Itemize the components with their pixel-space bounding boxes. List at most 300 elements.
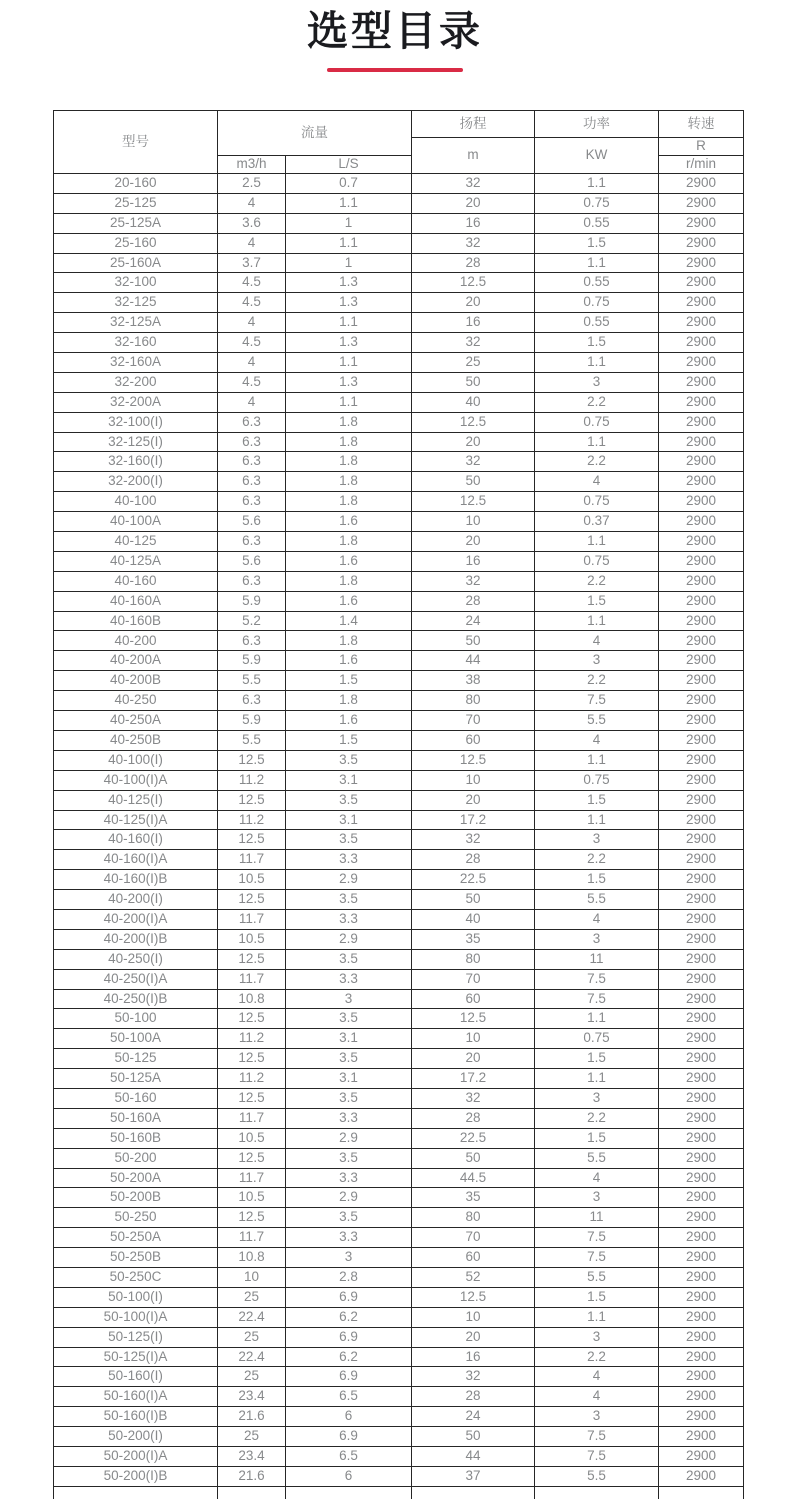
model-cell: 32-125A (54, 313, 218, 333)
table-row (54, 412, 744, 432)
power-kw-cell: 1.1 (535, 810, 659, 830)
flow-m3h-cell: 5.9 (218, 591, 286, 611)
flow-ls-cell: 1.8 (286, 691, 412, 711)
flow-m3h-cell: 5.6 (218, 551, 286, 571)
flow-m3h-cell: 25 (218, 1427, 286, 1447)
flow-ls-cell: 1.6 (286, 551, 412, 571)
model-cell: 32-160A (54, 353, 218, 373)
head-m-cell (412, 1486, 535, 1499)
header-model: 型号 (54, 111, 218, 174)
table-row (54, 929, 744, 949)
model-cell: 40-160A (54, 591, 218, 611)
table-row (54, 1347, 744, 1367)
flow-ls-cell: 3.1 (286, 1029, 412, 1049)
model-cell: 50-125(I) (54, 1327, 218, 1347)
power-kw-cell: 1.1 (535, 750, 659, 770)
speed-rpm-cell: 2900 (659, 1148, 744, 1168)
model-cell: 50-250A (54, 1228, 218, 1248)
flow-m3h-cell (218, 1486, 286, 1499)
model-cell: 50-125(I)A (54, 1347, 218, 1367)
speed-rpm-cell: 2900 (659, 1228, 744, 1248)
power-kw-cell: 7.5 (535, 1228, 659, 1248)
power-kw-cell: 1.1 (535, 432, 659, 452)
flow-m3h-cell: 10.5 (218, 1128, 286, 1148)
head-m-cell: 50 (412, 372, 535, 392)
flow-ls-cell: 3.3 (286, 1168, 412, 1188)
model-cell: 50-160 (54, 1088, 218, 1108)
flow-m3h-cell: 25 (218, 1287, 286, 1307)
power-kw-cell: 1.5 (535, 333, 659, 353)
model-cell: 25-160A (54, 253, 218, 273)
flow-m3h-cell: 10.5 (218, 929, 286, 949)
power-kw-cell: 3 (535, 830, 659, 850)
model-cell: 32-125(I) (54, 432, 218, 452)
flow-m3h-cell: 5.9 (218, 711, 286, 731)
table-row (54, 890, 744, 910)
speed-rpm-cell: 2900 (659, 1069, 744, 1089)
power-kw-cell: 5.5 (535, 1148, 659, 1168)
model-cell: 32-100 (54, 273, 218, 293)
flow-ls-cell: 6.2 (286, 1347, 412, 1367)
speed-rpm-cell: 2900 (659, 909, 744, 929)
speed-rpm-cell: 2900 (659, 1307, 744, 1327)
power-kw-cell: 2.2 (535, 671, 659, 691)
table-header (54, 111, 744, 174)
model-cell: 32-160 (54, 333, 218, 353)
speed-rpm-cell: 2900 (659, 1466, 744, 1486)
flow-m3h-cell: 2.5 (218, 174, 286, 194)
flow-ls-cell: 3.3 (286, 850, 412, 870)
head-m-cell: 25 (412, 353, 535, 373)
head-m-cell: 32 (412, 233, 535, 253)
speed-rpm-cell: 2900 (659, 1188, 744, 1208)
model-cell: 50-200(I)A (54, 1447, 218, 1467)
speed-rpm-cell: 2900 (659, 1327, 744, 1347)
flow-m3h-cell: 11.7 (218, 969, 286, 989)
flow-m3h-cell: 6.3 (218, 492, 286, 512)
model-cell: 40-125A (54, 551, 218, 571)
flow-m3h-cell: 23.4 (218, 1387, 286, 1407)
flow-m3h-cell: 22.4 (218, 1307, 286, 1327)
model-cell: 40-100(I) (54, 750, 218, 770)
table-row (54, 432, 744, 452)
model-cell: 25-160 (54, 233, 218, 253)
speed-rpm-cell: 2900 (659, 313, 744, 333)
power-kw-cell: 2.2 (535, 452, 659, 472)
head-m-cell: 50 (412, 631, 535, 651)
table-row (54, 492, 744, 512)
table-row (54, 730, 744, 750)
table-row (54, 193, 744, 213)
model-cell: 50-100(I) (54, 1287, 218, 1307)
flow-ls-cell: 1.3 (286, 372, 412, 392)
head-m-cell: 60 (412, 730, 535, 750)
speed-rpm-cell: 2900 (659, 193, 744, 213)
speed-rpm-cell: 2900 (659, 1267, 744, 1287)
speed-rpm-cell: 2900 (659, 1387, 744, 1407)
flow-m3h-cell: 23.4 (218, 1447, 286, 1467)
head-m-cell: 28 (412, 253, 535, 273)
flow-ls-cell: 1.3 (286, 293, 412, 313)
table-row (54, 392, 744, 412)
table-row (54, 1407, 744, 1427)
model-cell: 40-200A (54, 651, 218, 671)
speed-rpm-cell: 2900 (659, 949, 744, 969)
power-kw-cell: 3 (535, 372, 659, 392)
flow-ls-cell: 6.9 (286, 1287, 412, 1307)
power-kw-cell: 0.75 (535, 412, 659, 432)
speed-rpm-cell: 2900 (659, 174, 744, 194)
head-m-cell: 44 (412, 651, 535, 671)
power-kw-cell: 2.2 (535, 1108, 659, 1128)
speed-rpm-cell: 2900 (659, 750, 744, 770)
model-cell: 50-125A (54, 1069, 218, 1089)
table-row (54, 293, 744, 313)
flow-ls-cell: 2.8 (286, 1267, 412, 1287)
speed-rpm-cell: 2900 (659, 1168, 744, 1188)
speed-rpm-cell: 2900 (659, 432, 744, 452)
head-m-cell: 20 (412, 193, 535, 213)
model-cell: 32-200A (54, 392, 218, 412)
speed-rpm-cell: 2900 (659, 1128, 744, 1148)
flow-ls-cell: 3 (286, 989, 412, 1009)
flow-m3h-cell: 12.5 (218, 830, 286, 850)
flow-ls-cell: 3.5 (286, 830, 412, 850)
flow-ls-cell: 1.8 (286, 412, 412, 432)
flow-m3h-cell: 11.7 (218, 1228, 286, 1248)
flow-m3h-cell: 10 (218, 1267, 286, 1287)
flow-m3h-cell: 6.3 (218, 691, 286, 711)
power-kw-cell: 3 (535, 651, 659, 671)
power-kw-cell: 4 (535, 730, 659, 750)
model-cell: 50-160(I)B (54, 1407, 218, 1427)
flow-ls-cell: 3.5 (286, 1009, 412, 1029)
head-m-cell: 20 (412, 1049, 535, 1069)
table-row (54, 909, 744, 929)
table-row (54, 1108, 744, 1128)
head-m-cell: 60 (412, 989, 535, 1009)
table-row (54, 1228, 744, 1248)
speed-rpm-cell: 2900 (659, 293, 744, 313)
head-m-cell: 17.2 (412, 810, 535, 830)
flow-m3h-cell: 6.3 (218, 631, 286, 651)
table-row-partial (54, 1486, 744, 1499)
head-m-cell: 22.5 (412, 1128, 535, 1148)
speed-rpm-cell: 2900 (659, 1447, 744, 1467)
head-m-cell: 32 (412, 571, 535, 591)
flow-ls-cell: 1.1 (286, 353, 412, 373)
head-m-cell: 20 (412, 1327, 535, 1347)
speed-rpm-cell: 2900 (659, 830, 744, 850)
head-m-cell: 10 (412, 1307, 535, 1327)
power-kw-cell: 7.5 (535, 1427, 659, 1447)
header-flow-ls: L/S (286, 156, 412, 174)
speed-rpm-cell: 2900 (659, 730, 744, 750)
flow-m3h-cell: 11.2 (218, 1029, 286, 1049)
speed-rpm-cell: 2900 (659, 671, 744, 691)
flow-ls-cell: 3.1 (286, 810, 412, 830)
head-m-cell: 60 (412, 1248, 535, 1268)
speed-rpm-cell: 2900 (659, 1088, 744, 1108)
speed-rpm-cell: 2900 (659, 372, 744, 392)
speed-rpm-cell: 2900 (659, 770, 744, 790)
head-m-cell: 12.5 (412, 750, 535, 770)
model-cell: 32-100(I) (54, 412, 218, 432)
head-m-cell: 70 (412, 969, 535, 989)
table-row (54, 571, 744, 591)
table-row (54, 711, 744, 731)
power-kw-cell: 0.75 (535, 492, 659, 512)
flow-ls-cell (286, 1486, 412, 1499)
speed-rpm-cell: 2900 (659, 551, 744, 571)
flow-ls-cell: 1.8 (286, 571, 412, 591)
header-head-unit: m (412, 138, 535, 174)
table-row (54, 253, 744, 273)
table-row (54, 1088, 744, 1108)
table-row (54, 353, 744, 373)
model-cell: 50-200B (54, 1188, 218, 1208)
power-kw-cell: 1.1 (535, 611, 659, 631)
model-cell: 40-250A (54, 711, 218, 731)
power-kw-cell: 4 (535, 1387, 659, 1407)
speed-rpm-cell: 2900 (659, 1407, 744, 1427)
table-row (54, 1128, 744, 1148)
flow-m3h-cell: 12.5 (218, 1049, 286, 1069)
power-kw-cell: 7.5 (535, 989, 659, 1009)
power-kw-cell (535, 1486, 659, 1499)
flow-m3h-cell: 3.7 (218, 253, 286, 273)
flow-ls-cell: 1 (286, 213, 412, 233)
head-m-cell: 50 (412, 472, 535, 492)
flow-ls-cell: 1.6 (286, 512, 412, 532)
head-m-cell: 32 (412, 452, 535, 472)
flow-ls-cell: 3.5 (286, 1148, 412, 1168)
model-cell: 40-250(I) (54, 949, 218, 969)
speed-rpm-cell: 2900 (659, 790, 744, 810)
flow-ls-cell: 3.3 (286, 1108, 412, 1128)
speed-rpm-cell: 2900 (659, 492, 744, 512)
model-cell: 32-200(I) (54, 472, 218, 492)
speed-rpm-cell: 2900 (659, 472, 744, 492)
flow-m3h-cell: 12.5 (218, 1208, 286, 1228)
head-m-cell: 16 (412, 313, 535, 333)
power-kw-cell: 4 (535, 909, 659, 929)
speed-rpm-cell: 2900 (659, 253, 744, 273)
flow-m3h-cell: 6.3 (218, 571, 286, 591)
speed-rpm-cell: 2900 (659, 969, 744, 989)
flow-m3h-cell: 5.6 (218, 512, 286, 532)
flow-ls-cell: 6.9 (286, 1327, 412, 1347)
model-cell: 40-160(I)B (54, 870, 218, 890)
flow-m3h-cell: 4.5 (218, 333, 286, 353)
power-kw-cell: 2.2 (535, 1347, 659, 1367)
flow-ls-cell: 1.8 (286, 472, 412, 492)
head-m-cell: 12.5 (412, 1287, 535, 1307)
flow-ls-cell: 6 (286, 1407, 412, 1427)
flow-m3h-cell: 12.5 (218, 1088, 286, 1108)
power-kw-cell: 0.75 (535, 1029, 659, 1049)
flow-ls-cell: 3 (286, 1248, 412, 1268)
speed-rpm-cell: 2900 (659, 1347, 744, 1367)
speed-rpm-cell: 2900 (659, 631, 744, 651)
flow-m3h-cell: 22.4 (218, 1347, 286, 1367)
table-row (54, 1307, 744, 1327)
table-row (54, 989, 744, 1009)
model-cell: 40-125 (54, 532, 218, 552)
power-kw-cell: 5.5 (535, 711, 659, 731)
model-cell: 32-200 (54, 372, 218, 392)
head-m-cell: 22.5 (412, 870, 535, 890)
page-title: 选型目录 (307, 8, 483, 54)
power-kw-cell: 11 (535, 949, 659, 969)
model-cell: 40-125(I) (54, 790, 218, 810)
flow-m3h-cell: 6.3 (218, 532, 286, 552)
model-cell: 50-200(I)B (54, 1466, 218, 1486)
head-m-cell: 24 (412, 1407, 535, 1427)
flow-ls-cell: 1.1 (286, 313, 412, 333)
speed-rpm-cell: 2900 (659, 1248, 744, 1268)
table-row (54, 651, 744, 671)
head-m-cell: 40 (412, 392, 535, 412)
table-row (54, 452, 744, 472)
power-kw-cell: 1.5 (535, 591, 659, 611)
flow-ls-cell: 1.3 (286, 333, 412, 353)
power-kw-cell: 1.5 (535, 1128, 659, 1148)
power-kw-cell: 0.55 (535, 273, 659, 293)
model-cell: 40-100A (54, 512, 218, 532)
model-cell: 32-125 (54, 293, 218, 313)
flow-m3h-cell: 25 (218, 1367, 286, 1387)
flow-ls-cell: 3.3 (286, 969, 412, 989)
speed-rpm-cell: 2900 (659, 571, 744, 591)
flow-ls-cell: 1.6 (286, 711, 412, 731)
flow-ls-cell: 3.5 (286, 790, 412, 810)
flow-ls-cell: 1.5 (286, 730, 412, 750)
model-cell: 40-125(I)A (54, 810, 218, 830)
power-kw-cell: 7.5 (535, 1248, 659, 1268)
head-m-cell: 20 (412, 532, 535, 552)
table-row (54, 532, 744, 552)
head-m-cell: 28 (412, 850, 535, 870)
head-m-cell: 40 (412, 909, 535, 929)
power-kw-cell: 3 (535, 1327, 659, 1347)
power-kw-cell: 0.37 (535, 512, 659, 532)
head-m-cell: 70 (412, 711, 535, 731)
flow-m3h-cell: 4.5 (218, 372, 286, 392)
flow-ls-cell: 1.8 (286, 452, 412, 472)
model-cell: 40-100(I)A (54, 770, 218, 790)
speed-rpm-cell: 2900 (659, 711, 744, 731)
model-cell: 40-160(I) (54, 830, 218, 850)
power-kw-cell: 1.1 (535, 532, 659, 552)
power-kw-cell: 3 (535, 1088, 659, 1108)
flow-ls-cell: 0.7 (286, 174, 412, 194)
speed-rpm-cell: 2900 (659, 810, 744, 830)
table-row (54, 870, 744, 890)
power-kw-cell: 3 (535, 1407, 659, 1427)
flow-m3h-cell: 11.7 (218, 1108, 286, 1128)
title-divider (327, 68, 463, 72)
model-cell: 50-160B (54, 1128, 218, 1148)
flow-ls-cell: 6.5 (286, 1387, 412, 1407)
table-row (54, 1248, 744, 1268)
table-row (54, 1029, 744, 1049)
speed-rpm-cell (659, 1486, 744, 1499)
speed-rpm-cell: 2900 (659, 929, 744, 949)
table-row (54, 213, 744, 233)
power-kw-cell: 2.2 (535, 392, 659, 412)
head-m-cell: 50 (412, 1427, 535, 1447)
head-m-cell: 12.5 (412, 1009, 535, 1029)
model-cell: 40-200B (54, 671, 218, 691)
table-row (54, 1287, 744, 1307)
head-m-cell: 44 (412, 1447, 535, 1467)
model-cell: 40-160(I)A (54, 850, 218, 870)
flow-ls-cell: 3.5 (286, 1208, 412, 1228)
flow-m3h-cell: 12.5 (218, 750, 286, 770)
head-m-cell: 10 (412, 1029, 535, 1049)
speed-rpm-cell: 2900 (659, 333, 744, 353)
power-kw-cell: 4 (535, 472, 659, 492)
head-m-cell: 50 (412, 890, 535, 910)
table-row (54, 611, 744, 631)
table-row (54, 1009, 744, 1029)
flow-m3h-cell: 12.5 (218, 1148, 286, 1168)
speed-rpm-cell: 2900 (659, 233, 744, 253)
power-kw-cell: 4 (535, 1168, 659, 1188)
head-m-cell: 20 (412, 790, 535, 810)
table-row (54, 1367, 744, 1387)
flow-ls-cell: 1.6 (286, 651, 412, 671)
table-row (54, 1148, 744, 1168)
table-row (54, 174, 744, 194)
speed-rpm-cell: 2900 (659, 1287, 744, 1307)
table-row (54, 750, 744, 770)
table-row (54, 1049, 744, 1069)
power-kw-cell: 2.2 (535, 850, 659, 870)
flow-m3h-cell: 11.7 (218, 909, 286, 929)
head-m-cell: 35 (412, 1188, 535, 1208)
flow-m3h-cell: 12.5 (218, 890, 286, 910)
head-m-cell: 17.2 (412, 1069, 535, 1089)
flow-ls-cell: 3.1 (286, 770, 412, 790)
speed-rpm-cell: 2900 (659, 512, 744, 532)
flow-m3h-cell: 4 (218, 233, 286, 253)
table-row (54, 313, 744, 333)
flow-m3h-cell: 12.5 (218, 1009, 286, 1029)
flow-ls-cell: 2.9 (286, 1128, 412, 1148)
head-m-cell: 20 (412, 293, 535, 313)
header-speed-r: R (659, 138, 744, 156)
model-cell: 50-160(I)A (54, 1387, 218, 1407)
model-cell: 40-200(I)A (54, 909, 218, 929)
flow-m3h-cell: 5.9 (218, 651, 286, 671)
model-cell: 40-250B (54, 730, 218, 750)
header-head: 扬程 (412, 111, 535, 138)
speed-rpm-cell: 2900 (659, 273, 744, 293)
table-row (54, 830, 744, 850)
speed-rpm-cell: 2900 (659, 651, 744, 671)
model-cell: 40-250(I)A (54, 969, 218, 989)
flow-ls-cell: 3.1 (286, 1069, 412, 1089)
flow-m3h-cell: 10.8 (218, 989, 286, 1009)
power-kw-cell: 1.5 (535, 1287, 659, 1307)
selection-catalog-table (53, 110, 744, 1499)
flow-ls-cell: 1.4 (286, 611, 412, 631)
head-m-cell: 38 (412, 671, 535, 691)
flow-m3h-cell: 4 (218, 313, 286, 333)
flow-ls-cell: 3.5 (286, 1088, 412, 1108)
